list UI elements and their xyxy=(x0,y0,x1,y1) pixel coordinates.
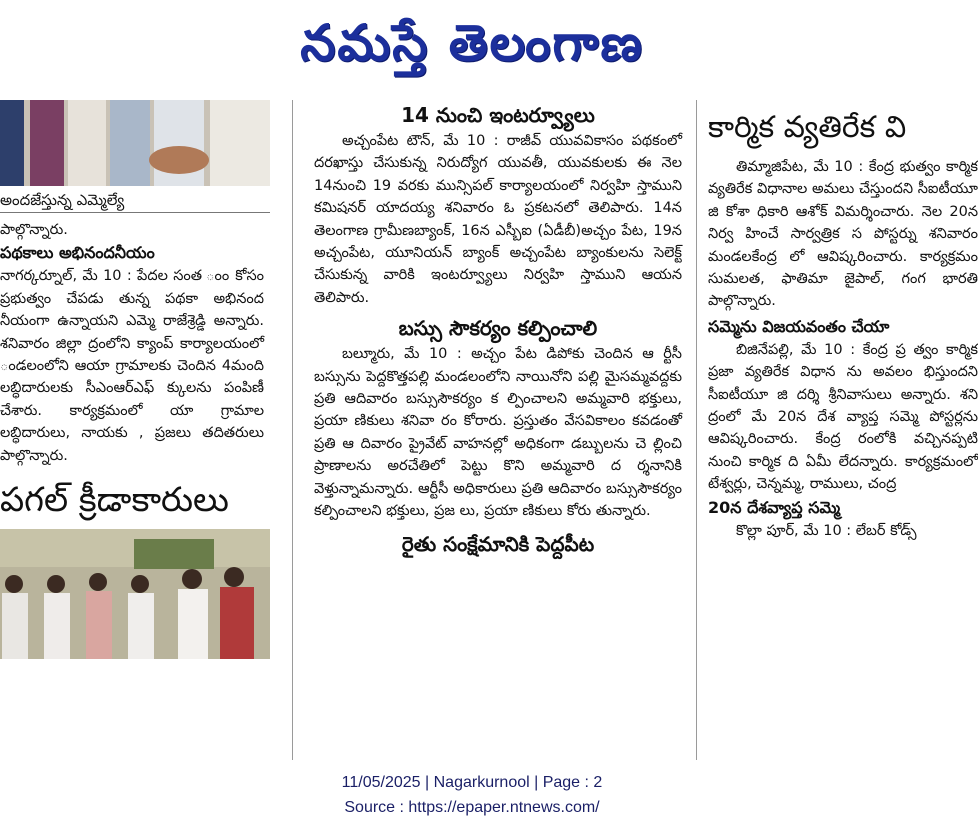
top-photo xyxy=(0,100,270,186)
column-divider-2 xyxy=(696,100,697,760)
article-bus-headline: బస్సు సౌకర్యం కల్పించాలి xyxy=(398,316,598,341)
newspaper-logo: నమస్తే తెలంగాణ xyxy=(300,14,644,72)
article-interviews-headline: 14 నుంచి ఇంటర్వ్యూలు xyxy=(401,103,595,127)
right-subhead-nationwide: 20న దేశవ్యాప్త సమ్మె xyxy=(708,497,841,517)
right-column xyxy=(708,100,978,760)
article-bus-body: బల్మూరు, మే 10 : అచ్చం పేట డిపోకు చెందిన ఆ ర్టీసీ బస్సును పెద్దకొత్తపల్లి మండలంలోని నాయినోని పల్లి మైసమ్మవద్దకు ప్రతి ఆదివారం బస్సుసౌకర్యం క ల్పించాలని అమ్మవారి భక్తులు, ప్రయా ణికులు శనివా రం కోరారు. ప్రస్తుతం వేసవికాలం కవడంతో ప్రతి ఆ దివారం ప్రైవేట్ వాహనల్లో అధికంగా డబ్బులను చె ల్లించి ప్రాణాలను అరచేతిలో పెట్టు కొని అమ్మవారి ద ర్శనానికి వెళ్తున్నామన్నారు. ఆర్టీసీ అధికారులు ప్రతి ఆదివారం బస్సుసౌకర్యం కల్పించాలని భక్తులు, ప్రజ లు, ప్రయా ణికులు కోరు తున్నారు. xyxy=(314,346,682,520)
article-interviews-body: అచ్చంపేట టౌన్, మే 10 : రాజీవ్ యువవికాసం పథకంలో దరఖాస్తు చేసుకున్న నిరుద్యోగ యువతీ, యువకులకు ఈ నెల 14నుంచి 19 వరకు మున్సిపల్ కార్యాలయంలో నిర్వహి స్తాముని కమిషనర్ యాదయ్య శనివారం ఓ ప్రకటనలో తెలిపారు. 14న తెలంగాణ గ్రామీణబ్యాంక్, 16న ఎస్బీఐ (ఏడీబీ)అచ్చం పేట, 19న అచ్చంపేట, యూనియన్ బ్యాంక్ అచ్చంపేట బ్యాంకులను సెలెక్ట్ చేసుకున్న వారికి ఇంటర్వ్యూలు నిర్వహి స్తాముని ఆయన తెలిపారు. xyxy=(314,133,682,306)
right-article-headline: కార్మిక వ్యతిరేక వి xyxy=(708,110,907,145)
masthead xyxy=(0,0,944,88)
left-article-headline: పథకాలు అభినందనీయం xyxy=(0,243,155,263)
right-subhead-strike: సమ్మెను విజయవంతం చేయా xyxy=(708,316,890,336)
right-strike-body: బిజినేపల్లి, మే 10 : కేంద్ర ప్ర త్వం కార్మిక ప్రజా వ్యతిరేక విధాన ను అవలం భిస్తుందని సీఐటీయూ జి దర్శి శ్రీనివాసులు అన్నారు. శని ద్రంలో మే 20న దేశ వ్యాప్త సమ్మె పోస్టర్లను ఆవిష్కరించారు. కేంద్ర రంలోకి వచ్చినప్పటి నుంచి కార్మిక ది ఏమీ లేదన్నారు. కార్యక్రమంలో టేశ్వర్లు, చెన్నమ్మ, రాములు, చంద్ర xyxy=(708,341,978,493)
left-column xyxy=(0,100,270,760)
right-nationwide-body: కొల్లా పూర్, మే 10 : లేబర్ కోడ్స్ xyxy=(736,522,917,539)
page-footer xyxy=(0,770,944,840)
footer-source: Source : https://epaper.ntnews.com/ xyxy=(344,799,600,816)
photo-players-image xyxy=(0,529,270,659)
newspaper-page xyxy=(0,100,978,760)
photo-caption: అందజేస్తున్న ఎమ్మెల్యే xyxy=(0,186,270,213)
left-article-body: నాగర్కర్నూల్, మే 10 : పేదల సంత ంం కోసం ప్రభుత్వం చేపడు తున్న పథకా అభినంద నీయంగా ఉన్నాయని ఎమ్మె రాజేశ్రెడ్డి అన్నారు. శనివారం జిల్లా ద్రంలోని క్యాంప్ కార్యాలయంలో ండలంలోని ఆయా గ్రామాలకు చెందిన 4మంది లబ్ధిదారులకు సీఎంఆర్ఎఫ్ క్కులను పంపిణీ చేశారు. కార్యక్రమంలో యా గ్రామాల లబ్ధిదారులు, నాయకు , ప్రజలు తదితరులు పాల్గొన్నారు. xyxy=(0,268,264,464)
article-farmers-headline: రైతు సంక్షేమానికి పెద్దపీట xyxy=(401,531,595,556)
right-article-body: తిమ్మాజిపేట, మే 10 : కేంద్ర భుత్వం కార్మిక వ్యతిరేక విధానాల అమలు చేస్తుందని సీఐటీయూ జి కోశా ధికారి ఆశోక్ విమర్శించారు. నెల 20న నిర్వ హించే సార్వత్రిక స పోస్టర్ను శనివారం మండలకేంద్ర లో ఆవిష్కరించారు. కార్యక్రమం సుమలత, ఫాతిమా జైపాల్, గంగ భారతి పాల్గొన్నారు. xyxy=(708,159,978,310)
left-big-headline: పగల్ క్రీడాకారులు xyxy=(0,480,229,521)
photo-people-image xyxy=(0,100,270,186)
footer-edition-info: 11/05/2025 | Nagarkurnool | Page : 2 xyxy=(341,774,603,791)
previous-article-tail: పాల్గొన్నారు. xyxy=(0,222,68,238)
middle-column xyxy=(306,100,690,760)
column-divider-1 xyxy=(292,100,293,760)
sports-photo xyxy=(0,529,270,659)
